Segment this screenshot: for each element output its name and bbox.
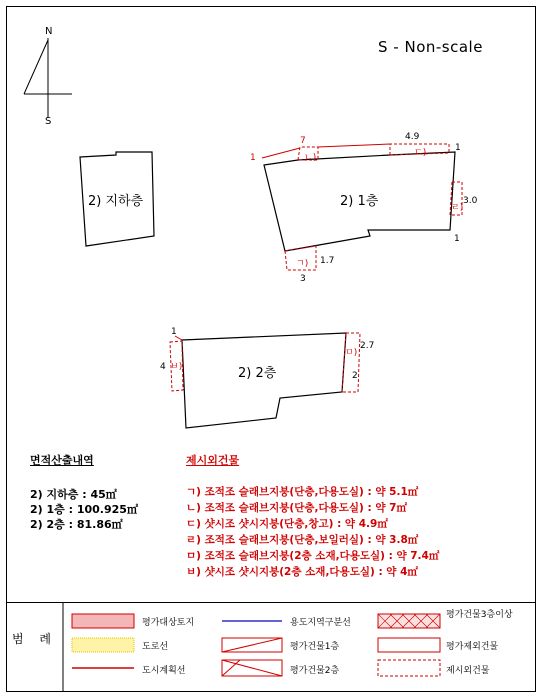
excluded-line-ra: ㄹ) 조적조 슬래브지붕(단층,보일러실) : 약 3.8㎡ <box>186 534 419 546</box>
dim-f1-30: 3.0 <box>463 196 478 206</box>
scale-label: S - Non-scale <box>378 38 483 56</box>
basement-label: 2) 지하층 <box>88 194 144 209</box>
floor2-label: 2) 2층 <box>238 366 277 381</box>
legend-label-road: 도로선 <box>142 642 169 652</box>
dim-f1-ra: ㄹ) <box>451 203 464 213</box>
dim-f1-ga: ㄱ) <box>296 259 309 269</box>
compass-south: S <box>45 116 52 127</box>
excluded-line-da: ㄷ) 샷시조 샷시지붕(단층,창고) : 약 4.9㎡ <box>186 518 388 530</box>
dim-f1-top-7: 7 <box>300 136 306 146</box>
area-calc-title: 면적산출내역 <box>30 454 94 467</box>
dim-f1-bottom-right: 1 <box>454 234 460 244</box>
dim-f1-da: ㄷ) <box>414 148 427 158</box>
dim-f1-49: 4.9 <box>405 132 420 142</box>
excluded-line-ga: ㄱ) 조적조 슬래브지붕(단층,다용도실) : 약 5.1㎡ <box>186 486 419 498</box>
dim-f1-ni: ㄴ) <box>304 153 317 163</box>
dim-f2-left-4: 4 <box>160 362 166 372</box>
excluded-title: 제시외건물 <box>186 454 240 467</box>
excluded-line-ma: ㅁ) 조적조 슬래브지붕(2층 소재,다용도실) : 약 7.4㎡ <box>186 550 440 562</box>
compass-north: N <box>45 26 53 37</box>
dim-f2-left-1: 1 <box>171 327 177 337</box>
dim-f2-ba: ㅂ) <box>170 362 183 372</box>
excluded-line-ba: ㅂ) 샷시조 샷시지붕(2층 소재,다용도실) : 약 4㎡ <box>186 566 418 578</box>
dim-f1-top-right: 1 <box>455 143 461 153</box>
north-arrow-icon <box>24 38 72 118</box>
area-line-floor2: 2) 2층 : 81.86㎡ <box>30 518 123 531</box>
legend-label-zone: 용도지역구분선 <box>290 618 351 628</box>
legend-label-1f: 평가건물1층 <box>290 642 340 652</box>
legend-title: 범 례 <box>12 632 57 646</box>
legend-label-3f: 평가건물3층이상 <box>446 610 513 620</box>
legend-label-city: 도시계획선 <box>142 666 186 676</box>
dim-f1-3: 3 <box>300 274 306 284</box>
dim-f1-top-left: 1 <box>250 153 256 163</box>
legend-label-land: 평가대상토지 <box>142 618 195 628</box>
dim-f2-ma: ㅁ) <box>345 348 358 358</box>
dim-f2-27: 2.7 <box>360 341 375 351</box>
ext-ma-outline <box>342 333 360 392</box>
legend-label-excluded: 평가제외건물 <box>446 642 499 652</box>
legend-label-2f: 평가건물2층 <box>290 666 340 676</box>
area-line-basement: 2) 지하층 : 45㎡ <box>30 488 117 501</box>
legend-label-extra: 제시외건물 <box>446 666 490 676</box>
dim-f1-17: 1.7 <box>320 256 335 266</box>
area-line-floor1: 2) 1층 : 100.925㎡ <box>30 503 138 516</box>
excluded-line-ni: ㄴ) 조적조 슬래브지붕(단층,다용도실) : 약 7㎡ <box>186 502 407 514</box>
floor1-label: 2) 1층 <box>340 194 379 209</box>
dim-f2-2: 2 <box>352 371 358 381</box>
